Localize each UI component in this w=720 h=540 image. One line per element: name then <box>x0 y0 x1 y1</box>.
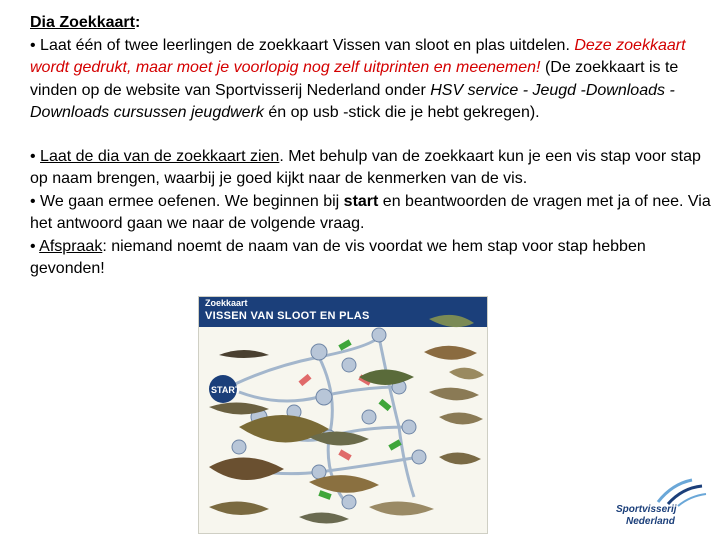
logo-wave-icon <box>610 474 710 508</box>
p2-text: . Met behulp van de zoekkaart kun je een vis stap voor stap op naam brengen, waarbij je goed kijkt naar de kenmerken van de vis. <box>30 147 701 187</box>
paragraph-4 <box>30 236 714 281</box>
p1-path: HSV service - Jeugd -Downloads - Downloads cursussen jeugdwerk <box>30 81 675 121</box>
start-label: START <box>211 385 241 395</box>
slide-title: Dia Zoekkaart <box>30 14 135 31</box>
p1-red-note: Deze zoekkaart wordt gedrukt, maar moet je voorlopig nog zelf uitprinten en meenemen! <box>30 36 686 76</box>
slide-title-colon: : <box>134 14 141 31</box>
p1-text3: én op usb -stick die je hebt gekregen). <box>263 104 540 121</box>
logo-line1: Sportvisserij <box>616 504 677 515</box>
p4-underlined: Afspraak <box>39 237 103 255</box>
zoekkaart-image <box>198 296 488 534</box>
slide-text <box>30 12 714 281</box>
p1-text2: (De zoekkaart is te vinden op de website van Sportvisserij Nederland onder <box>30 59 679 99</box>
p3-text: We gaan ermee oefenen. We beginnen bij <box>40 192 344 210</box>
bullet: • <box>30 237 40 255</box>
paragraph-1 <box>30 35 714 125</box>
logo-line2: Nederland <box>626 516 675 527</box>
paragraph-2 <box>30 146 714 191</box>
bullet: • <box>30 147 41 165</box>
zoekkaart-header-line1: Zoekkaart <box>205 298 248 308</box>
slide-heading <box>30 12 714 35</box>
sportvisserij-logo <box>610 474 710 530</box>
paragraph-3 <box>30 191 714 236</box>
zoekkaart-header-line2: VISSEN VAN SLOOT EN PLAS <box>205 310 370 322</box>
p3-bold: start <box>343 192 379 210</box>
p4-text: : niemand noemt de naam van de vis voordat we hem stap voor stap hebben gevonden! <box>30 237 646 277</box>
zoekkaart-illustration <box>199 297 487 533</box>
bullet: • <box>30 36 41 54</box>
p1-text: Laat één of twee leerlingen de zoekkaart Vissen van sloot en plas uitdelen <box>40 36 566 54</box>
p2-underlined: Laat de dia van de zoekkaart zien <box>40 147 280 165</box>
p3-text2: en beantwoorden de vragen met ja of nee. Via het antwoord gaan we naar de volgende vraag. <box>30 192 711 232</box>
p1-end: . <box>565 36 570 54</box>
bullet: • <box>30 192 41 210</box>
